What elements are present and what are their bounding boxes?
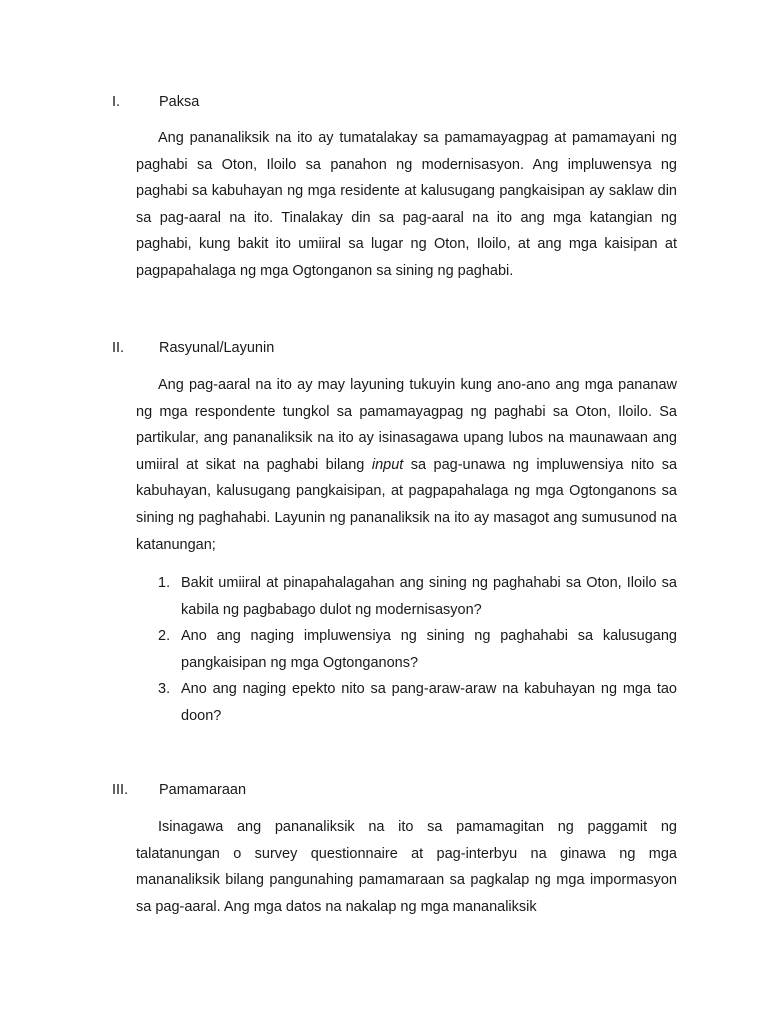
- pamamaraan-paragraph: Isinagawa ang pananaliksik na ito sa pamamagitan ng paggamit ng talatanungan o survey questionnaire at pag-interbyu na ginawa ng mga mananaliksik bilang pangunahing pamamaraan sa pagkalap ng mga impormasyon sa pag-aaral. Ang mga datos na nakalap ng mga mananaliksik: [136, 819, 677, 915]
- paragraph-text: Ang pag-aaral na ito ay may layuning tukuyin kung ano-ano ang mga pananaw ng mga respondente tungkol sa pamamayagpag ng paghabi sa Oton, Iloilo. Sa partikular, ang pananaliksik na ito ay isinasagawa upang lubos na maunawaan ang umiiral at sikat na paghabi bilang: [136, 377, 677, 473]
- section-title: Pamamaraan: [159, 782, 247, 798]
- rasyunal-paragraph: [136, 372, 677, 558]
- paragraph-text: sa pag-unawa ng impluwensiya nito sa kabuhayan, kalusugang pangkaisipan, at pagpapahalaga ng mga Ogtonganons sa sining ng paghahabi. Layunin ng pananaliksik na ito ay masagot ang sumusunod na katanungan;: [136, 456, 678, 553]
- section-number: III.: [112, 782, 129, 798]
- list-item: [136, 676, 677, 729]
- section-title: Rasyunal/Layunin: [159, 340, 275, 356]
- section-number: II.: [112, 340, 125, 356]
- paksa-paragraph: Ang pananaliksik na ito ay tumatalakay sa pamamayagpag at pamamayani ng paghabi sa Oton, Iloilo sa panahon ng modernisasyon. Ang impluwensya ng paghabi sa kabuhayan ng mga residente at kalusugang pangkaisipan ay saklaw din sa pag-aaral na ito. Tinalakay din sa pag-aaral na ito ang mga katangian ng paghabi, kung bakit ito umiiral sa lugar ng Oton, Iloilo, at ang mga kaisipan at pagpapahalaga ng mga Ogtonganon sa sining ng paghabi.: [136, 130, 677, 279]
- section-number: I.: [112, 94, 121, 110]
- list-item: [136, 570, 677, 623]
- questions-list: [136, 570, 677, 730]
- list-item-text: Bakit umiiral at pinapahalagahan ang sining ng paghahabi sa Oton, Iloilo sa kabila ng pagbabago dulot ng modernisasyon?: [181, 575, 677, 618]
- section-title: Paksa: [159, 94, 200, 110]
- list-marker: 3.: [158, 681, 171, 698]
- list-marker: 1.: [158, 575, 171, 591]
- list-item-text: Ano ang naging impluwensiya ng sining ng paghahabi sa kalusugang pangkaisipan ng mga Ogtonganons?: [181, 628, 677, 671]
- italic-term: input: [371, 456, 404, 473]
- list-marker: 2.: [158, 628, 171, 645]
- list-item-text: Ano ang naging epekto nito sa pang-araw-araw na kabuhayan ng mga tao doon?: [181, 681, 677, 724]
- list-item: [136, 623, 677, 676]
